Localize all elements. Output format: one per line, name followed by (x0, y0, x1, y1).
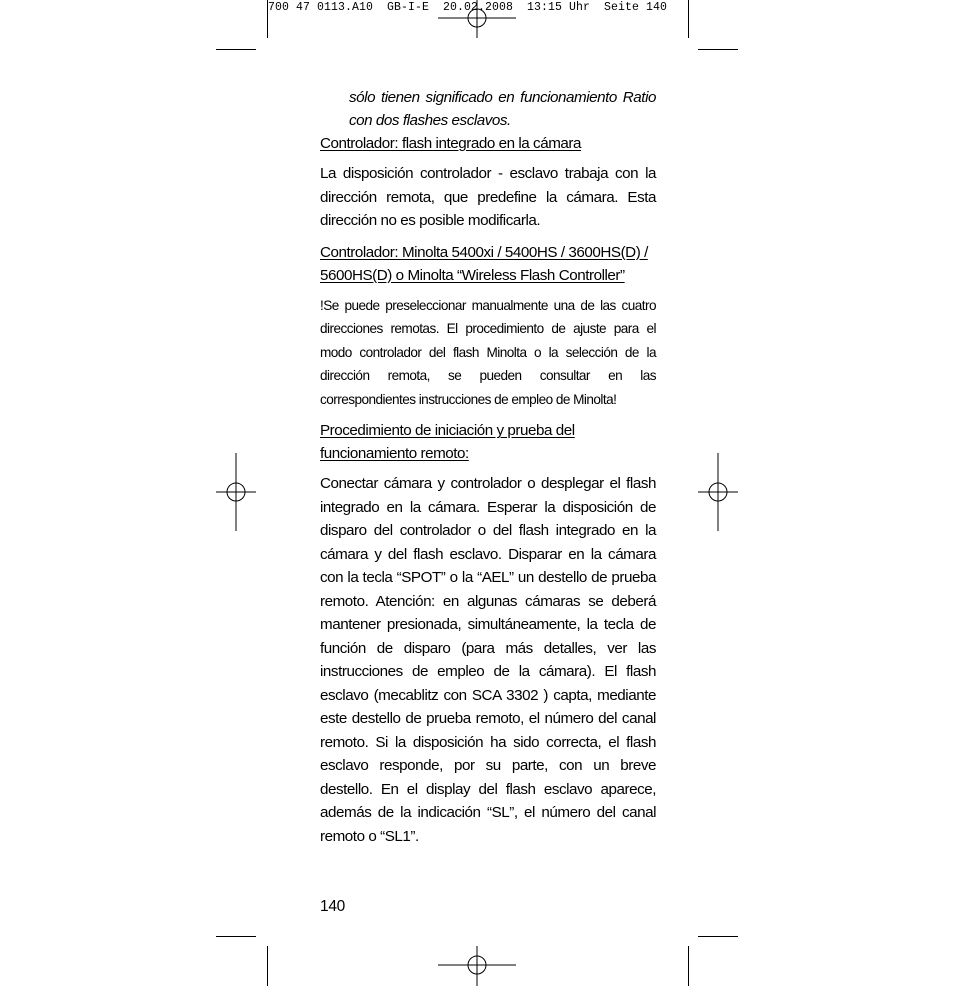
italic-note: sólo tienen significado en funcionamiento Ratio con dos flashes esclavos. (349, 89, 656, 129)
text-column (320, 86, 656, 848)
heading-remote-procedure: Procedimiento de iniciación y prueba del funcionamiento remoto: (320, 422, 575, 463)
registration-mark-top (438, 0, 516, 38)
registration-mark-right (698, 453, 738, 531)
paragraph-remote-procedure: Conectar cámara y controlador o desplegar el flash integrado en la cámara. Esperar la disposición de disparo del controlador o del flash integrado en la cámara y del flash esclavo. Disparar en la cámara con la tecla “SPOT” o la “AEL” un destello de prueba remoto. Atención: en algunas cámaras se deberá mantener presionada, simultáneamente, la tecla de función de disparo (para más detalles, ver las instrucciones de empleo de la cámara). El flash esclavo (mecablitz con SCA 3302 ) capta, mediante este destello de prueba remoto, el número del canal remoto. Si la disposición ha sido correcta, el flash esclavo responde, por su parte, con un breve destello. En el display del flash esclavo aparece, además de la indicación “SL”, el número del canal remoto o “SL1”. (320, 475, 656, 845)
page-number: 140 (320, 898, 345, 915)
print-slug-header: 700 47 0113.A10 GB-I-E 20.02.2008 13:15 Uhr Seite 140 (268, 1, 668, 14)
heading-integrated-flash: Controlador: flash integrado en la cámara (320, 135, 581, 152)
registration-mark-bottom (438, 946, 516, 986)
paragraph-integrated-flash: La disposición controlador - esclavo trabaja con la dirección remota, que predefine la cámara. Esta dirección no es posible modificarla. (320, 165, 656, 229)
paragraph-minolta-controller: !Se puede preseleccionar manualmente una de las cuatro direcciones remotas. El procedimiento de ajuste para el modo controlador del flash Minolta o la selección de la dirección remota, se pueden consultar en las correspondientes instrucciones de empleo de Minolta! (320, 297, 656, 407)
registration-mark-left (216, 453, 256, 531)
heading-minolta-controller: Controlador: Minolta 5400xi / 5400HS / 3600HS(D) / 5600HS(D) o Minolta “Wireless Flash Controller” (320, 243, 648, 284)
